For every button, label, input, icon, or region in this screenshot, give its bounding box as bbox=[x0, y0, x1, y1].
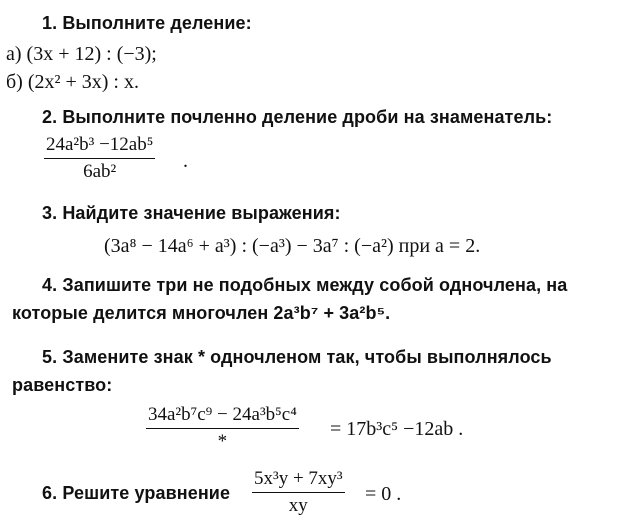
task5-number: 5. bbox=[42, 347, 58, 367]
task4-text-line1: Запишите три не подобных между собой одночлена, на bbox=[62, 275, 568, 295]
task6-right-side: = 0 . bbox=[365, 483, 402, 505]
task2-heading bbox=[42, 108, 552, 126]
task2-fraction bbox=[44, 134, 155, 183]
task4-number: 4. bbox=[42, 275, 58, 295]
task6-denominator: xy bbox=[288, 495, 308, 516]
task2-denominator: 6ab² bbox=[83, 161, 117, 182]
task1-item-a: а) (3x + 12) : (−3); bbox=[6, 43, 157, 65]
task3-heading bbox=[42, 204, 341, 222]
task5-line2 bbox=[12, 376, 112, 394]
task6-heading bbox=[42, 484, 230, 502]
task5-line1 bbox=[42, 348, 552, 366]
task5-denominator: * bbox=[217, 431, 228, 452]
task2-text: Выполните почленно деление дроби на знаменатель: bbox=[62, 107, 553, 127]
task1-number: 1. bbox=[42, 13, 58, 33]
task3-number: 3. bbox=[42, 203, 58, 223]
task5-fraction bbox=[146, 404, 299, 453]
task5-numerator: 34a²b⁷c⁹ − 24a³b⁵c⁴ bbox=[146, 404, 299, 429]
task5-text-line1: Замените знак * одночленом так, чтобы выполнялось bbox=[62, 347, 552, 367]
task1-text: Выполните деление: bbox=[62, 13, 252, 33]
task5-right-side: = 17b³c⁵ −12ab . bbox=[330, 418, 464, 440]
task5-text-line2: равенство: bbox=[12, 375, 113, 395]
task3-expression: (3a⁸ − 14a⁶ + a³) : (−a³) − 3a⁷ : (−a²) при a = 2. bbox=[104, 235, 481, 257]
task4-text-line2: которые делится многочлен 2a³b⁷ + 3a²b⁵. bbox=[12, 303, 391, 323]
task6-number: 6. bbox=[42, 483, 58, 503]
task6-text: Решите уравнение bbox=[62, 483, 231, 503]
task2-numerator: 24a²b³ −12ab⁵ bbox=[44, 134, 155, 159]
task6-numerator: 5x³y + 7xy³ bbox=[252, 468, 345, 493]
task4-line2 bbox=[12, 304, 390, 322]
task4-line1 bbox=[42, 276, 567, 294]
task2-period: . bbox=[183, 150, 188, 172]
task3-text: Найдите значение выражения: bbox=[62, 203, 341, 223]
task6-fraction bbox=[252, 468, 345, 517]
task1-heading bbox=[42, 14, 252, 32]
task1-item-b: б) (2x² + 3x) : x. bbox=[6, 71, 139, 93]
task2-number: 2. bbox=[42, 107, 58, 127]
